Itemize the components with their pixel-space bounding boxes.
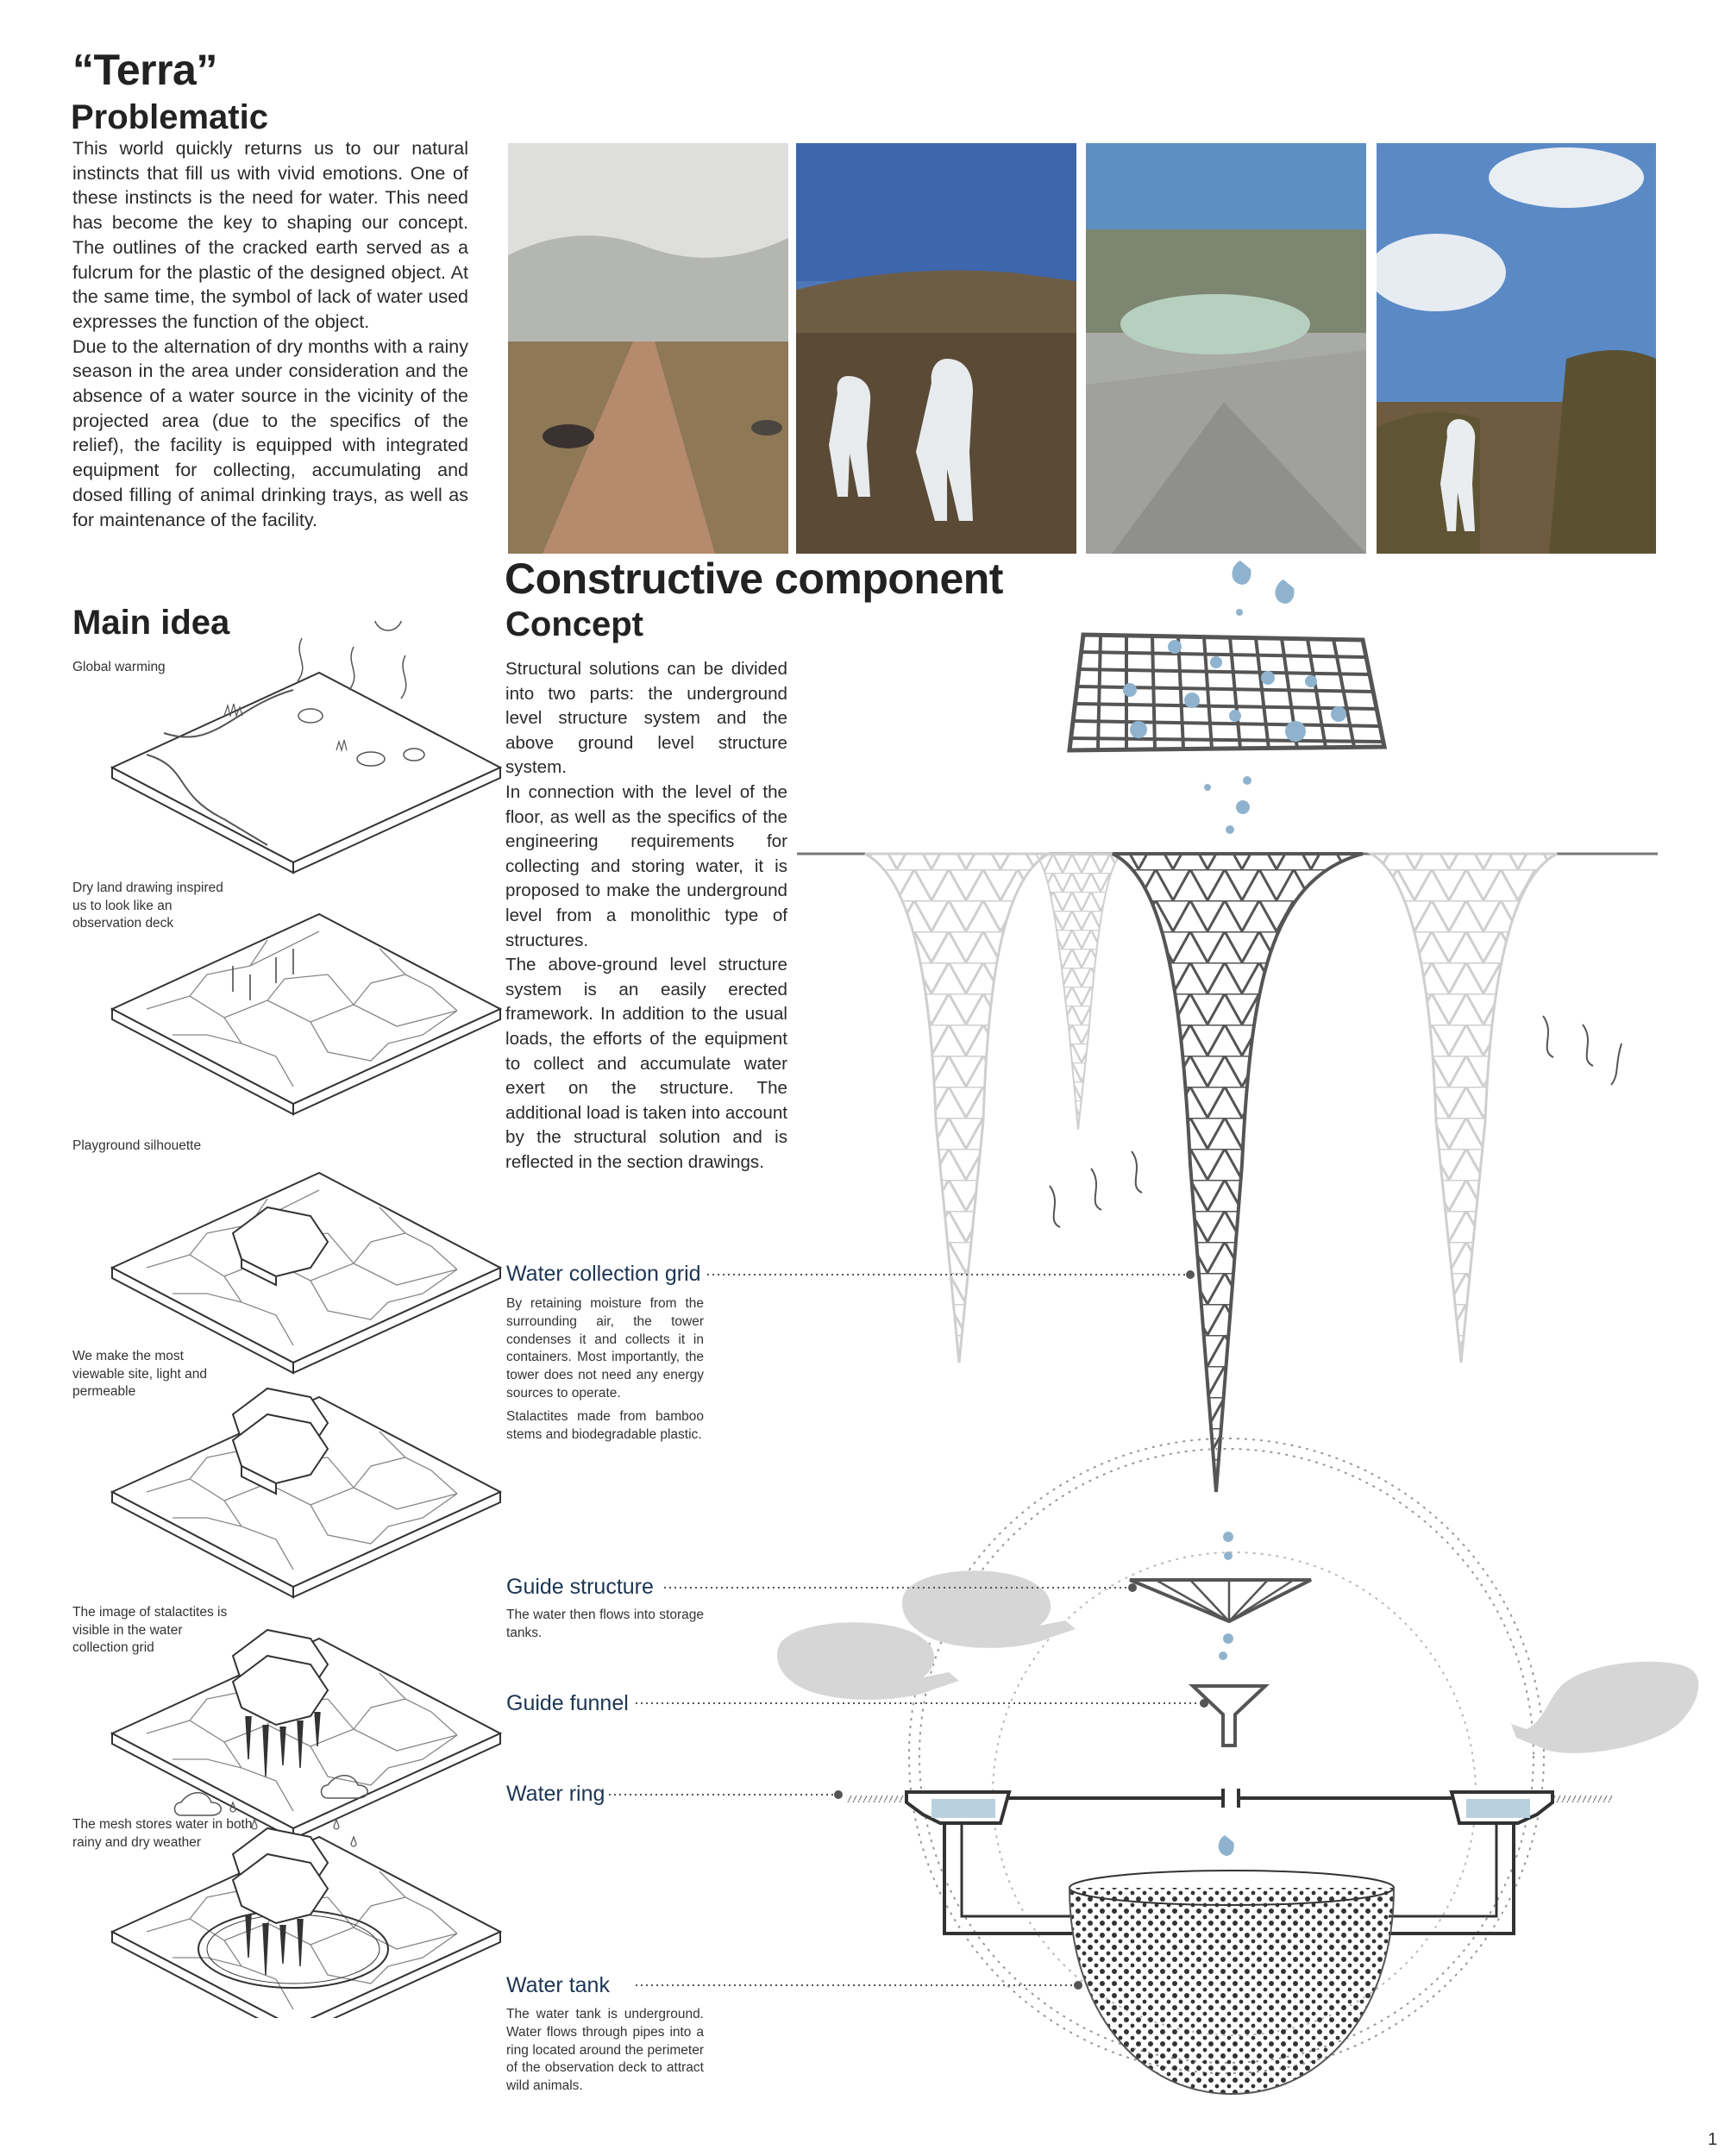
page-number: 1 [1708, 2130, 1718, 2149]
grid-description-2: Stalactites made from bamboo stems and biodegradable plastic. [506, 1408, 704, 1442]
problematic-paragraph-1: This world quickly returns us to our natural instincts that fill us with vivid emotions. One of these instincts is the need for water. This need has become the key to shaping our concept. The outlines of the cracked earth served as a fulcrum for the plastic of the designed object. At the same time, the symbol of lack of water used expresses the function of the object. [72, 138, 468, 332]
label-guide-funnel: Guide funnel [506, 1691, 629, 1715]
step-caption-6: The mesh stores water in both rainy and dry weather [72, 1817, 253, 1850]
label-water-collection-grid: Water collection grid [506, 1262, 701, 1286]
guide-structure [1130, 1580, 1311, 1621]
problematic-heading: Problematic [71, 98, 268, 136]
project-title: “Terra” [72, 46, 217, 94]
constructive-heading: Constructive component [505, 555, 1003, 603]
step-caption-1: Global warming [72, 660, 166, 674]
water-collection-net [1070, 635, 1384, 750]
step-caption-5: The image of stalactites is visible in the water collection grid [72, 1605, 228, 1655]
problematic-paragraph-2: Due to the alternation of dry months with a rainy season in the area under consideration and the absence of a water source in the vicinity of the projected area (due to the specifics of the relief), the facility is equipped with integrated equipment for collecting, accumulating and dosed filling of animal drinking trays, as well as for maintenance of the facility. [72, 335, 468, 530]
step-caption-3: Playground silhouette [72, 1138, 202, 1153]
guide-structure-description: The water then flows into storage tanks. [506, 1608, 704, 1640]
wind-arrows [1050, 1016, 1622, 1227]
guide-funnel [1193, 1686, 1265, 1745]
grid-description-1: By retaining moisture from the surrounding air, the tower condenses it and collects it in containers. Most importantly, the tower does not need any energy sources to operate. [506, 1296, 704, 1401]
concept-paragraph-3: The above-ground level structure system is an easily erected framework. In addition to the usual loads, the efforts of the equipment to collect and accumulate water exert on the structure. The additional load is taken into account by the structural solution and is reflected in the section drawings. [505, 955, 787, 1172]
main-idea-heading: Main idea [72, 604, 230, 642]
step-caption-4: We make the most viewable site, light and permeable [72, 1349, 207, 1399]
label-water-ring: Water ring [506, 1782, 605, 1806]
step-caption-2: Dry land drawing inspired us to look like an observation deck [72, 881, 223, 931]
concept-heading: Concept [505, 605, 643, 643]
label-water-tank: Water tank [506, 1973, 610, 1997]
concept-paragraph-1: Structural solutions can be divided into two parts: the underground level structure system and the above ground level structure system. [505, 659, 787, 778]
water-tank [1070, 1871, 1394, 2094]
water-tank-description: The water tank is underground. Water flows through pipes into a ring located around the perimeter of the observation deck to attract wild animals. [506, 2007, 704, 2094]
concept-paragraph-2: In connection with the level of the floor, as well as the specifics of the engineering requirements for collecting and storing water, it is proposed to make the underground level from a monolithic type of structures. [505, 781, 787, 950]
label-guide-structure: Guide structure [506, 1575, 654, 1599]
